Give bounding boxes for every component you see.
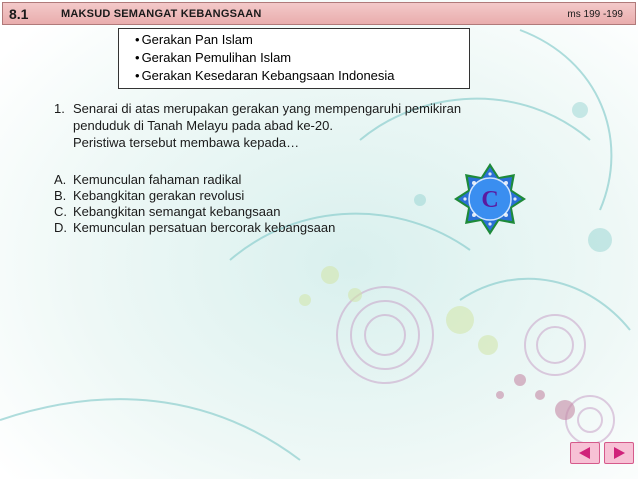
list-item: • Gerakan Kesedaran Kebangsaan Indonesia bbox=[135, 67, 469, 85]
answer-badge-icon bbox=[453, 162, 527, 236]
option-b[interactable]: B. Kebangkitan gerakan revolusi bbox=[54, 188, 245, 203]
question-block bbox=[54, 100, 461, 151]
prev-slide-button[interactable] bbox=[570, 442, 600, 464]
page-reference: ms 199 -199 bbox=[567, 9, 623, 20]
prev-arrow-icon bbox=[577, 446, 593, 460]
next-arrow-icon bbox=[611, 446, 627, 460]
option-d[interactable]: D. Kemunculan persatuan bercorak kebangsaan bbox=[54, 220, 336, 235]
option-a[interactable]: A. Kemunculan fahaman radikal bbox=[54, 172, 242, 187]
list-item: • Gerakan Pemulihan Islam bbox=[135, 49, 469, 67]
question-line: Peristiwa tersebut membawa kepada… bbox=[73, 135, 300, 150]
question-line: Senarai di atas merupakan gerakan yang mempengaruhi pemikiran bbox=[73, 101, 462, 116]
answer-options bbox=[54, 172, 335, 236]
question-number: 1. bbox=[54, 101, 65, 116]
list-item: • Gerakan Pan Islam bbox=[135, 31, 469, 49]
slide-title: MAKSUD SEMANGAT KEBANGSAAN bbox=[61, 8, 262, 20]
answer-letter: C bbox=[481, 187, 499, 213]
section-number: 8.1 bbox=[9, 6, 29, 22]
question-line: penduduk di Tanah Melayu pada abad ke-20. bbox=[73, 118, 333, 133]
option-c[interactable]: C. Kebangkitan semangat kebangsaan bbox=[54, 204, 281, 219]
movements-list-box bbox=[118, 28, 470, 89]
next-slide-button[interactable] bbox=[604, 442, 634, 464]
slide-header bbox=[2, 2, 636, 25]
